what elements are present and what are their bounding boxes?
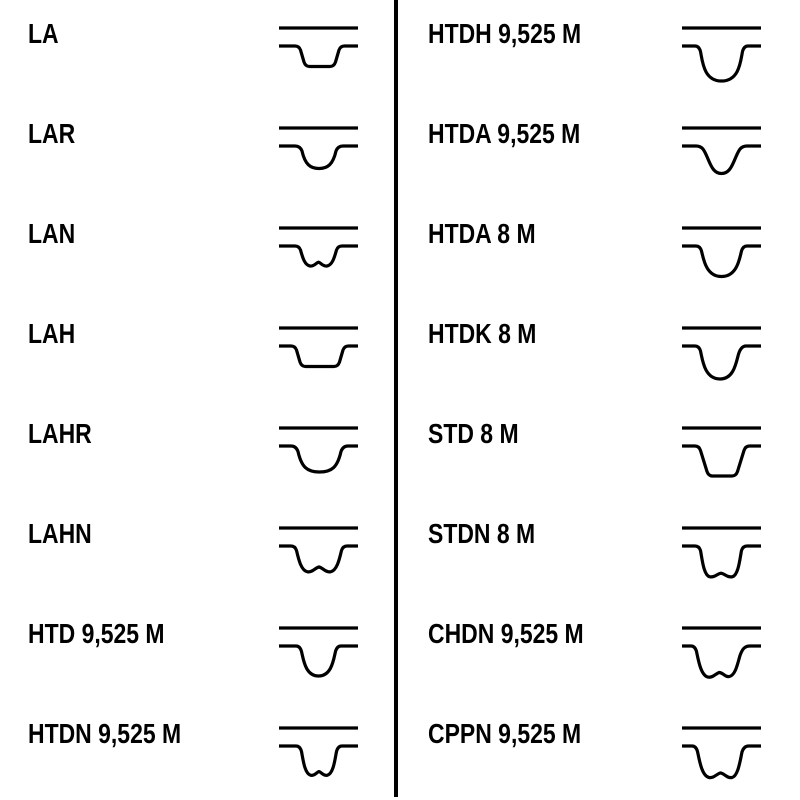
profile-row [0, 100, 394, 200]
profile-label: STDN 8 M [428, 518, 536, 549]
profile-row [398, 0, 800, 100]
profile-label: LAR [28, 118, 76, 149]
tooth-profile-path [682, 146, 761, 174]
tooth-profile-path [682, 446, 761, 476]
tooth-profile-path [279, 746, 358, 775]
cppn-profile-icon [682, 725, 761, 785]
profile-label: CHDN 9,525 M [428, 618, 584, 649]
tooth-profile-path [682, 546, 761, 577]
lar-profile-icon [279, 125, 358, 185]
profile-label: HTDA 9,525 M [428, 118, 581, 149]
profile-label: LAN [28, 218, 76, 249]
tooth-profile-path [682, 46, 761, 81]
profile-row [398, 600, 800, 700]
profile-row [398, 700, 800, 800]
profile-row [398, 400, 800, 500]
lan-profile-icon [279, 225, 358, 285]
profile-column-right [398, 0, 800, 800]
tooth-profile-path [682, 746, 761, 778]
lahn-profile-icon [279, 525, 358, 585]
tooth-profile-path [279, 246, 358, 266]
htdh-profile-icon [682, 25, 761, 85]
profile-column-left [0, 0, 394, 800]
tooth-profile-path [682, 346, 761, 379]
stdn8-profile-icon [682, 525, 761, 585]
tooth-profile-path [682, 646, 761, 677]
lahr-profile-icon [279, 425, 358, 485]
profile-row [398, 500, 800, 600]
htdk8-profile-icon [682, 325, 761, 385]
lah-profile-icon [279, 325, 358, 385]
profile-label: LAH [28, 318, 76, 349]
profile-label: HTDK 8 M [428, 318, 537, 349]
profile-row [0, 600, 394, 700]
std8-profile-icon [682, 425, 761, 485]
profile-label: HTDA 8 M [428, 218, 536, 249]
profile-row [0, 400, 394, 500]
tooth-profile-path [279, 446, 358, 472]
htda8-profile-icon [682, 225, 761, 285]
tooth-profile-path [682, 246, 761, 277]
profile-label: HTDH 9,525 M [428, 18, 582, 49]
profile-label: HTD 9,525 M [28, 618, 165, 649]
profile-label: HTDN 9,525 M [28, 718, 182, 749]
tooth-profile-path [279, 46, 358, 67]
profile-label: STD 8 M [428, 418, 519, 449]
profile-row [398, 100, 800, 200]
profile-label: LAHN [28, 518, 92, 549]
profile-row [398, 200, 800, 300]
htda95-profile-icon [682, 125, 761, 185]
la-profile-icon [279, 25, 358, 85]
htd-profile-icon [279, 625, 358, 685]
chdn-profile-icon [682, 625, 761, 685]
htdn-profile-icon [279, 725, 358, 785]
tooth-profile-path [279, 546, 358, 572]
tooth-profile-path [279, 346, 358, 367]
profile-label: CPPN 9,525 M [428, 718, 582, 749]
tooth-profile-path [279, 646, 358, 676]
tooth-profile-path [279, 146, 358, 169]
profile-row [0, 500, 394, 600]
profile-label: LA [28, 18, 59, 49]
profile-row [0, 700, 394, 800]
profile-row [0, 200, 394, 300]
column-divider [394, 0, 398, 797]
profile-row [0, 0, 394, 100]
profile-row [398, 300, 800, 400]
profile-label: LAHR [28, 418, 92, 449]
profile-row [0, 300, 394, 400]
